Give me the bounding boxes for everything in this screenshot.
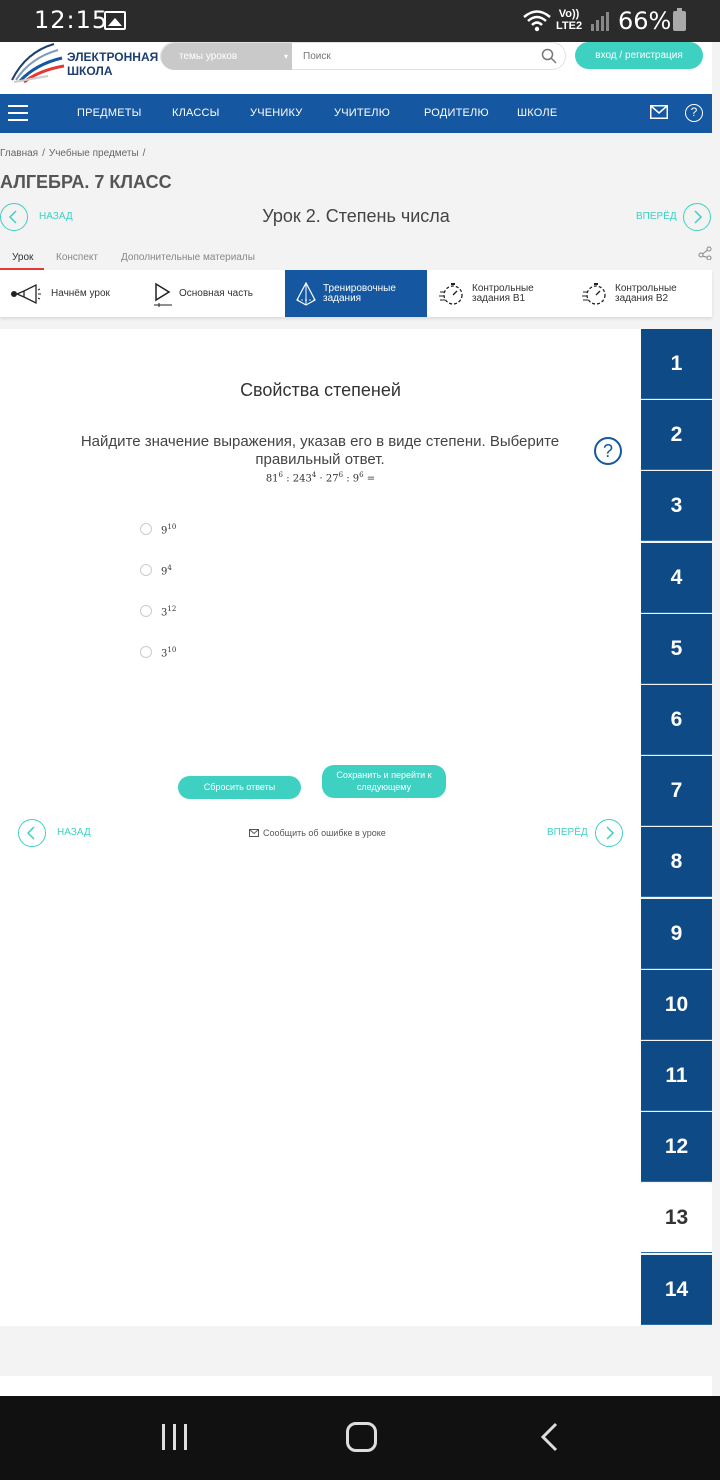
tab-summary[interactable]: Конспект xyxy=(56,252,98,263)
page-footer-strip xyxy=(0,1376,712,1396)
search-box xyxy=(160,42,566,70)
expr-exp: 6 xyxy=(359,471,364,479)
task-number[interactable]: 4 xyxy=(641,543,712,613)
nav-item-teacher[interactable]: УЧИТЕЛЮ xyxy=(334,107,391,119)
step-control-b2[interactable] xyxy=(570,270,712,317)
option-base: 9 xyxy=(161,525,168,537)
task-number-list xyxy=(641,329,712,1326)
image-notification-icon xyxy=(104,11,126,30)
task-back-button[interactable] xyxy=(18,819,46,847)
expr-base: 81 xyxy=(265,473,279,485)
expr-exp: 6 xyxy=(278,471,284,479)
wifi-icon xyxy=(522,8,552,34)
nav-item-classes[interactable]: КЛАССЫ xyxy=(172,107,220,119)
expr-exp: 4 xyxy=(311,471,317,479)
save-label-line-1: Сохранить и перейти к xyxy=(336,770,432,780)
step-label xyxy=(615,270,677,317)
question-help-icon[interactable]: ? xyxy=(594,437,622,465)
login-button[interactable]: вход / регистрация xyxy=(575,42,703,69)
option-exponent: 10 xyxy=(167,523,177,531)
nav-item-parent[interactable]: РОДИТЕЛЮ xyxy=(424,107,489,119)
megaphone-icon xyxy=(10,282,42,306)
nav-item-subjects[interactable]: ПРЕДМЕТЫ xyxy=(77,107,142,119)
site-header xyxy=(0,42,712,94)
logo-text[interactable] xyxy=(67,36,158,78)
task-expression xyxy=(0,471,641,484)
task-number[interactable]: 6 xyxy=(641,685,712,755)
step-training-tasks[interactable] xyxy=(285,270,427,317)
breadcrumb-subjects[interactable]: Учебные предметы xyxy=(48,148,139,159)
step-control-b1[interactable] xyxy=(427,270,570,317)
option-base: 3 xyxy=(161,648,168,660)
play-icon xyxy=(152,282,174,308)
search-icon[interactable] xyxy=(541,48,557,64)
mail-icon[interactable] xyxy=(650,105,668,119)
step-label: Основная часть xyxy=(179,287,254,299)
lesson-title: Урок 2. Степень числа xyxy=(262,206,450,226)
menu-icon[interactable] xyxy=(8,105,28,121)
task-number[interactable]: 7 xyxy=(641,756,712,826)
lesson-back-link[interactable]: НАЗАД xyxy=(39,211,73,222)
tab-lesson[interactable]: Урок xyxy=(12,252,34,263)
radio-button[interactable] xyxy=(140,605,152,617)
help-icon[interactable]: ? xyxy=(685,104,703,122)
step-label-line-2: задания В2 xyxy=(615,292,669,304)
lesson-forward-button[interactable] xyxy=(683,203,711,231)
task-number[interactable]: 5 xyxy=(641,614,712,684)
stopwatch-icon xyxy=(582,282,608,306)
battery-percent: 66% xyxy=(618,7,672,35)
pyramid-icon xyxy=(295,282,317,306)
task-number[interactable]: 14 xyxy=(641,1255,712,1325)
step-label: Начнём урок xyxy=(51,287,110,299)
volte-label: Vo)) xyxy=(558,8,580,20)
save-and-next-button[interactable] xyxy=(322,765,446,798)
step-label xyxy=(472,270,534,317)
step-main-part[interactable] xyxy=(142,270,285,317)
task-forward-link[interactable]: ВПЕРЁД xyxy=(547,827,588,838)
radio-button[interactable] xyxy=(140,646,152,658)
stopwatch-icon xyxy=(439,282,465,306)
logo-line-1: ЭЛЕКТРОННАЯ xyxy=(67,50,159,64)
option-base: 3 xyxy=(161,607,168,619)
breadcrumb-separator: / xyxy=(42,148,45,159)
step-start-lesson[interactable] xyxy=(0,270,142,317)
lesson-navigation xyxy=(0,202,712,232)
radio-button[interactable] xyxy=(140,523,152,535)
option-value xyxy=(161,523,176,536)
lte-label: LTE2 xyxy=(556,20,583,32)
main-nav xyxy=(0,94,712,133)
step-label-line-1: Контрольные xyxy=(615,282,677,294)
task-number-current[interactable]: 13 xyxy=(641,1183,712,1253)
save-label-line-2: следующему xyxy=(356,782,412,792)
option-value xyxy=(161,646,176,659)
step-label-line-1: Тренировочные xyxy=(323,282,396,294)
report-error-link[interactable] xyxy=(249,828,386,838)
task-number[interactable]: 12 xyxy=(641,1112,712,1182)
school-logo[interactable] xyxy=(8,42,68,84)
task-back-link[interactable]: НАЗАД xyxy=(57,827,91,838)
breadcrumb xyxy=(0,148,149,159)
radio-button[interactable] xyxy=(140,564,152,576)
task-number[interactable]: 1 xyxy=(641,329,712,399)
signal-icon xyxy=(590,11,610,31)
task-number[interactable]: 10 xyxy=(641,970,712,1040)
task-question: Найдите значение выражения, указав его в виде степени. Выберите правильный ответ. xyxy=(80,433,560,468)
step-label-line-1: Контрольные xyxy=(472,282,534,294)
envelope-icon xyxy=(249,829,259,837)
recent-apps-icon[interactable] xyxy=(160,1424,190,1450)
lte-indicator xyxy=(556,8,582,32)
step-label xyxy=(323,270,396,317)
task-title: Свойства степеней xyxy=(240,380,401,400)
option-exponent: 12 xyxy=(167,605,177,613)
share-icon[interactable] xyxy=(698,246,712,260)
task-forward-button[interactable] xyxy=(595,819,623,847)
system-navigation-bar xyxy=(0,1396,720,1480)
status-time: 12:15 xyxy=(34,6,109,34)
option-exponent: 10 xyxy=(167,646,177,654)
expr-equals: = xyxy=(363,473,376,485)
lesson-tabs xyxy=(0,250,712,270)
option-value xyxy=(161,564,172,577)
tab-extra-materials[interactable]: Дополнительные материалы xyxy=(121,252,255,263)
nav-item-student[interactable]: УЧЕНИКУ xyxy=(250,107,303,119)
task-number[interactable]: 9 xyxy=(641,899,712,969)
lesson-forward-link[interactable]: ВПЕРЁД xyxy=(636,211,677,222)
nav-item-school[interactable]: ШКОЛЕ xyxy=(517,107,558,119)
chevron-right-icon xyxy=(603,826,615,840)
search-input[interactable] xyxy=(303,43,533,70)
home-icon[interactable] xyxy=(346,1422,377,1452)
expr-base: · 27 xyxy=(316,473,339,485)
expr-base: : 9 xyxy=(343,473,360,485)
expr-exp: 6 xyxy=(338,471,344,479)
option-exponent: 4 xyxy=(167,564,172,572)
lesson-steps xyxy=(0,270,712,317)
task-number[interactable]: 8 xyxy=(641,827,712,897)
breadcrumb-home[interactable]: Главная xyxy=(0,148,39,159)
chevron-down-icon: ▾ xyxy=(283,52,288,61)
reset-answers-button[interactable]: Сбросить ответы xyxy=(178,776,301,799)
logo-line-2: ШКОЛА xyxy=(67,64,113,78)
chevron-left-icon xyxy=(26,826,38,840)
breadcrumb-separator: / xyxy=(142,148,146,159)
back-icon[interactable] xyxy=(538,1422,560,1452)
option-value xyxy=(161,605,176,618)
task-panel xyxy=(0,329,641,1326)
page-title: АЛГЕБРА. 7 КЛАСС xyxy=(0,172,172,192)
task-number[interactable]: 3 xyxy=(641,471,712,541)
option-base: 9 xyxy=(161,566,168,578)
report-error-label: Сообщить об ошибке в уроке xyxy=(263,828,386,838)
topic-select[interactable] xyxy=(161,43,292,70)
task-number[interactable]: 11 xyxy=(641,1041,712,1111)
step-label-line-2: задания xyxy=(323,292,362,304)
chevron-right-icon xyxy=(691,210,703,224)
step-label-line-2: задания В1 xyxy=(472,292,526,304)
topic-select-label: темы уроков xyxy=(179,51,238,62)
expr-base: : 243 xyxy=(283,473,312,485)
task-number[interactable]: 2 xyxy=(641,400,712,470)
battery-icon xyxy=(673,11,686,31)
